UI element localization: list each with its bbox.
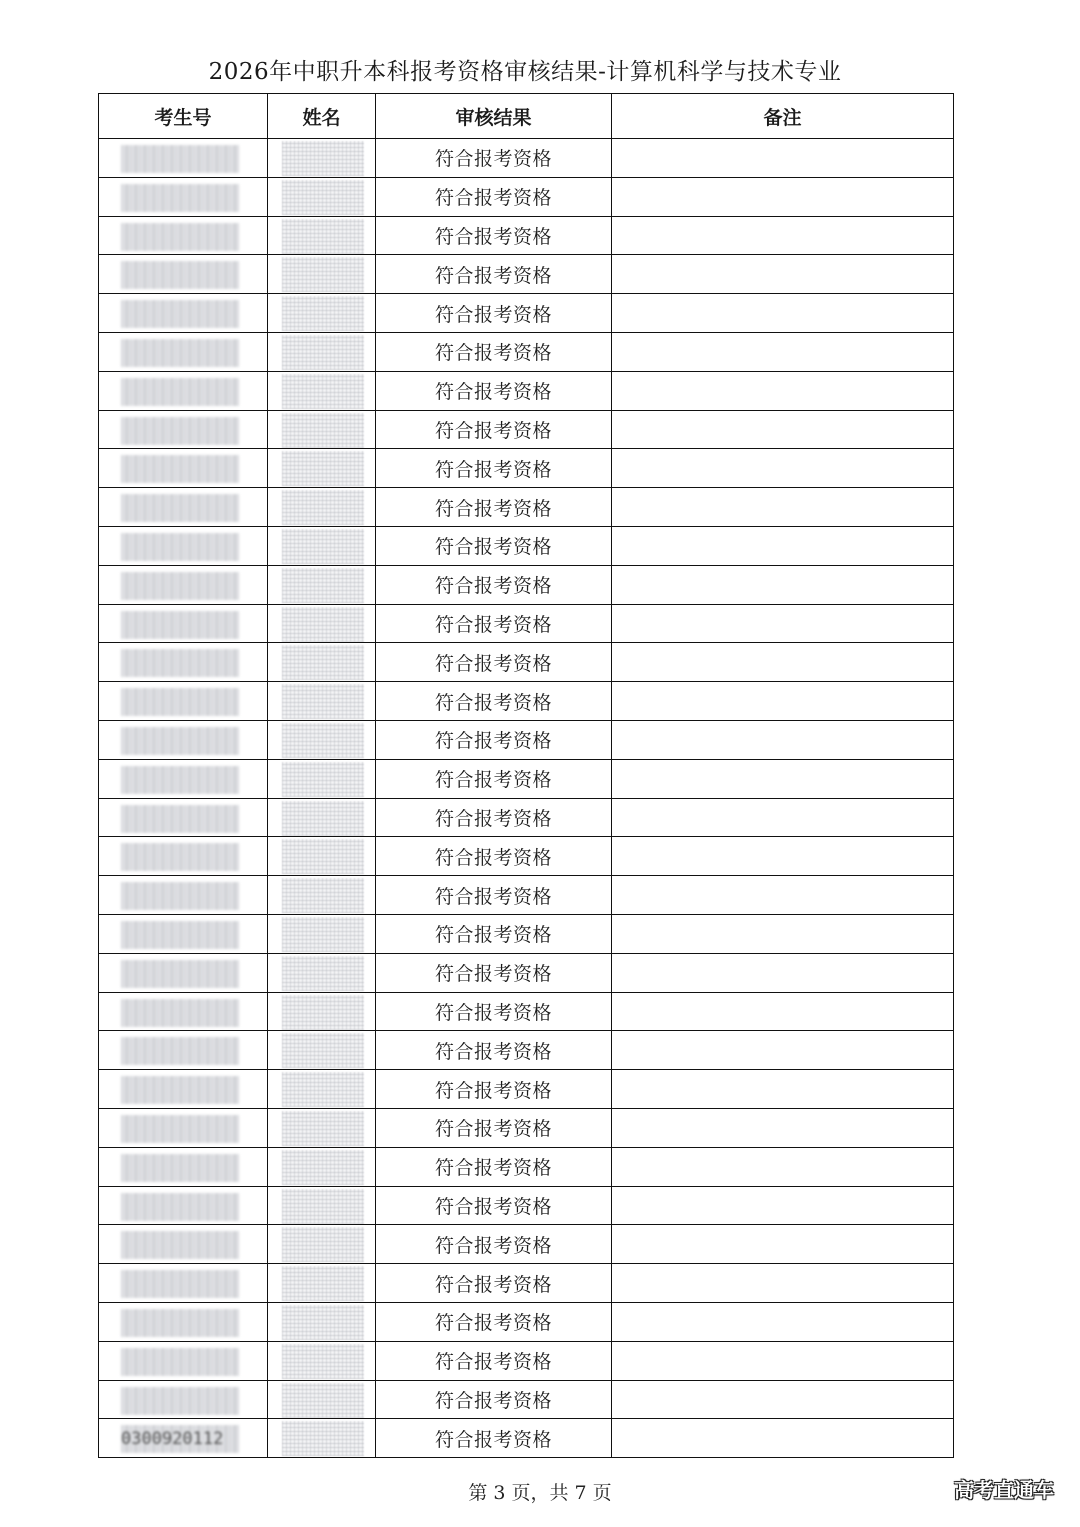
name-redacted bbox=[282, 180, 364, 215]
table-row bbox=[99, 1070, 954, 1109]
name-cell bbox=[268, 1070, 376, 1109]
name-redacted bbox=[282, 801, 364, 836]
result-cell: 符合报考资格 bbox=[376, 294, 612, 333]
remarks-cell bbox=[612, 837, 954, 876]
exam-id-cell bbox=[99, 682, 268, 721]
table-row bbox=[99, 1186, 954, 1225]
table-row bbox=[99, 1264, 954, 1303]
exam-id-cell bbox=[99, 1031, 268, 1070]
name-cell bbox=[268, 682, 376, 721]
remarks-cell bbox=[612, 876, 954, 915]
remarks-cell bbox=[612, 177, 954, 216]
exam-id-cell bbox=[99, 798, 268, 837]
exam-id-cell bbox=[99, 604, 268, 643]
name-cell bbox=[268, 371, 376, 410]
name-cell bbox=[268, 604, 376, 643]
name-cell bbox=[268, 876, 376, 915]
result-cell: 符合报考资格 bbox=[376, 139, 612, 178]
remarks-cell bbox=[612, 410, 954, 449]
exam-id-cell bbox=[99, 255, 268, 294]
header-result: 审核结果 bbox=[376, 94, 612, 139]
results-table bbox=[98, 93, 954, 1458]
exam-id-redacted bbox=[121, 1076, 239, 1104]
exam-id-cell bbox=[99, 1341, 268, 1380]
exam-id-redacted bbox=[121, 1193, 239, 1221]
document-title: 2026年中职升本科报考资格审核结果-计算机科学与技术专业 bbox=[208, 59, 842, 85]
exam-id-cell bbox=[99, 1147, 268, 1186]
exam-id-cell bbox=[99, 992, 268, 1031]
exam-id-cell bbox=[99, 177, 268, 216]
table-row bbox=[99, 837, 954, 876]
remarks-cell bbox=[612, 720, 954, 759]
table-row bbox=[99, 1341, 954, 1380]
exam-id-cell bbox=[99, 565, 268, 604]
remarks-cell bbox=[612, 643, 954, 682]
name-redacted bbox=[282, 1421, 364, 1456]
table-row bbox=[99, 643, 954, 682]
name-cell bbox=[268, 255, 376, 294]
name-cell bbox=[268, 1264, 376, 1303]
name-cell bbox=[268, 1419, 376, 1458]
name-redacted bbox=[282, 684, 364, 719]
table-row bbox=[99, 177, 954, 216]
name-cell bbox=[268, 294, 376, 333]
remarks-cell bbox=[612, 1341, 954, 1380]
exam-id-redacted bbox=[121, 1270, 239, 1298]
table-row bbox=[99, 1302, 954, 1341]
exam-id-redacted bbox=[121, 649, 239, 677]
remarks-cell bbox=[612, 1419, 954, 1458]
remarks-cell bbox=[612, 139, 954, 178]
exam-id-cell bbox=[99, 759, 268, 798]
table-row bbox=[99, 682, 954, 721]
remarks-cell bbox=[612, 216, 954, 255]
watermark-logo: 高考直通车 bbox=[954, 1478, 1054, 1502]
result-cell: 符合报考资格 bbox=[376, 914, 612, 953]
exam-id-redacted bbox=[121, 417, 239, 445]
result-cell: 符合报考资格 bbox=[376, 1070, 612, 1109]
result-cell: 符合报考资格 bbox=[376, 1031, 612, 1070]
name-cell bbox=[268, 449, 376, 488]
table-row bbox=[99, 526, 954, 565]
exam-id-redacted bbox=[121, 727, 239, 755]
name-redacted bbox=[282, 1033, 364, 1068]
name-cell bbox=[268, 1225, 376, 1264]
exam-id-cell bbox=[99, 488, 268, 527]
table-row bbox=[99, 953, 954, 992]
table-row bbox=[99, 876, 954, 915]
exam-id-redacted bbox=[121, 805, 239, 833]
exam-id-redacted bbox=[121, 921, 239, 949]
exam-id-redacted bbox=[121, 145, 239, 173]
remarks-cell bbox=[612, 1302, 954, 1341]
remarks-cell bbox=[612, 604, 954, 643]
exam-id-redacted bbox=[121, 999, 239, 1027]
exam-id-redacted bbox=[121, 261, 239, 289]
result-cell: 符合报考资格 bbox=[376, 992, 612, 1031]
page-number: 第 3 页，共 7 页 bbox=[468, 1482, 612, 1504]
name-cell bbox=[268, 798, 376, 837]
result-cell: 符合报考资格 bbox=[376, 837, 612, 876]
name-redacted bbox=[282, 1227, 364, 1262]
name-redacted bbox=[282, 451, 364, 486]
table-row bbox=[99, 565, 954, 604]
exam-id-cell bbox=[99, 953, 268, 992]
remarks-cell bbox=[612, 294, 954, 333]
remarks-cell bbox=[612, 1070, 954, 1109]
name-redacted bbox=[282, 917, 364, 952]
name-redacted bbox=[282, 529, 364, 564]
exam-id-cell bbox=[99, 837, 268, 876]
name-redacted bbox=[282, 335, 364, 370]
name-redacted bbox=[282, 1266, 364, 1301]
name-cell bbox=[268, 488, 376, 527]
exam-id-redacted bbox=[121, 1115, 239, 1143]
result-cell: 符合报考资格 bbox=[376, 1419, 612, 1458]
exam-id-cell bbox=[99, 720, 268, 759]
remarks-cell bbox=[612, 488, 954, 527]
name-cell bbox=[268, 332, 376, 371]
remarks-cell bbox=[612, 1380, 954, 1419]
exam-id-cell bbox=[99, 1225, 268, 1264]
exam-id-redacted bbox=[121, 960, 239, 988]
remarks-cell bbox=[612, 1225, 954, 1264]
exam-id-redacted bbox=[121, 766, 239, 794]
remarks-cell bbox=[612, 1031, 954, 1070]
name-redacted bbox=[282, 141, 364, 176]
name-cell bbox=[268, 992, 376, 1031]
result-cell: 符合报考资格 bbox=[376, 1108, 612, 1147]
exam-id-redacted bbox=[121, 339, 239, 367]
table-row bbox=[99, 992, 954, 1031]
name-cell bbox=[268, 410, 376, 449]
result-cell: 符合报考资格 bbox=[376, 798, 612, 837]
table-row bbox=[99, 1419, 954, 1458]
exam-id-redacted bbox=[121, 1154, 239, 1182]
remarks-cell bbox=[612, 565, 954, 604]
result-cell: 符合报考资格 bbox=[376, 332, 612, 371]
table-row bbox=[99, 371, 954, 410]
result-cell: 符合报考资格 bbox=[376, 682, 612, 721]
table-row bbox=[99, 332, 954, 371]
name-cell bbox=[268, 565, 376, 604]
result-cell: 符合报考资格 bbox=[376, 177, 612, 216]
result-cell: 符合报考资格 bbox=[376, 449, 612, 488]
exam-id-redacted bbox=[121, 572, 239, 600]
result-cell: 符合报考资格 bbox=[376, 410, 612, 449]
header-remarks: 备注 bbox=[612, 94, 954, 139]
result-cell: 符合报考资格 bbox=[376, 255, 612, 294]
remarks-cell bbox=[612, 449, 954, 488]
result-cell: 符合报考资格 bbox=[376, 1147, 612, 1186]
exam-id-cell bbox=[99, 410, 268, 449]
exam-id-cell bbox=[99, 526, 268, 565]
name-redacted bbox=[282, 1344, 364, 1379]
exam-id-redacted bbox=[121, 1037, 239, 1065]
exam-id-cell bbox=[99, 1108, 268, 1147]
exam-id-cell bbox=[99, 643, 268, 682]
result-cell: 符合报考资格 bbox=[376, 720, 612, 759]
table-row bbox=[99, 1380, 954, 1419]
name-redacted bbox=[282, 1305, 364, 1340]
name-redacted bbox=[282, 607, 364, 642]
name-redacted bbox=[282, 374, 364, 409]
exam-id-redacted bbox=[121, 843, 239, 871]
exam-id-redacted bbox=[121, 223, 239, 251]
exam-id-cell bbox=[99, 216, 268, 255]
exam-id-redacted bbox=[121, 533, 239, 561]
name-cell bbox=[268, 1031, 376, 1070]
result-cell: 符合报考资格 bbox=[376, 1225, 612, 1264]
header-exam-id: 考生号 bbox=[99, 94, 268, 139]
remarks-cell bbox=[612, 682, 954, 721]
exam-id-cell bbox=[99, 294, 268, 333]
name-redacted bbox=[282, 878, 364, 913]
name-cell bbox=[268, 914, 376, 953]
name-cell bbox=[268, 1186, 376, 1225]
exam-id-redacted bbox=[121, 688, 239, 716]
result-cell: 符合报考资格 bbox=[376, 1380, 612, 1419]
exam-id-cell bbox=[99, 371, 268, 410]
exam-id-cell bbox=[99, 139, 268, 178]
remarks-cell bbox=[612, 798, 954, 837]
name-cell bbox=[268, 1380, 376, 1419]
remarks-cell bbox=[612, 759, 954, 798]
exam-id-cell bbox=[99, 914, 268, 953]
exam-id-redacted bbox=[121, 1309, 239, 1337]
name-redacted bbox=[282, 645, 364, 680]
name-cell bbox=[268, 1108, 376, 1147]
result-cell: 符合报考资格 bbox=[376, 1341, 612, 1380]
table-body bbox=[99, 139, 954, 1458]
table-row bbox=[99, 294, 954, 333]
name-redacted bbox=[282, 1072, 364, 1107]
exam-id-cell bbox=[99, 1264, 268, 1303]
exam-id-redacted bbox=[121, 1387, 239, 1415]
result-cell: 符合报考资格 bbox=[376, 565, 612, 604]
result-cell: 符合报考资格 bbox=[376, 643, 612, 682]
name-cell bbox=[268, 953, 376, 992]
exam-id-redacted bbox=[121, 455, 239, 483]
name-cell bbox=[268, 1302, 376, 1341]
name-redacted bbox=[282, 723, 364, 758]
exam-id-redacted bbox=[121, 378, 239, 406]
name-cell bbox=[268, 216, 376, 255]
exam-id-redacted bbox=[121, 494, 239, 522]
name-cell bbox=[268, 837, 376, 876]
result-cell: 符合报考资格 bbox=[376, 371, 612, 410]
name-redacted bbox=[282, 413, 364, 448]
remarks-cell bbox=[612, 953, 954, 992]
table-row bbox=[99, 488, 954, 527]
name-redacted bbox=[282, 1189, 364, 1224]
name-redacted bbox=[282, 296, 364, 331]
name-cell bbox=[268, 139, 376, 178]
remarks-cell bbox=[612, 1264, 954, 1303]
exam-id-redacted bbox=[121, 882, 239, 910]
name-redacted bbox=[282, 257, 364, 292]
remarks-cell bbox=[612, 526, 954, 565]
name-cell bbox=[268, 1147, 376, 1186]
exam-id-cell bbox=[99, 332, 268, 371]
name-redacted bbox=[282, 839, 364, 874]
remarks-cell bbox=[612, 992, 954, 1031]
exam-id-cell bbox=[99, 1419, 268, 1458]
table-row bbox=[99, 216, 954, 255]
name-cell bbox=[268, 643, 376, 682]
remarks-cell bbox=[612, 1147, 954, 1186]
name-redacted bbox=[282, 1383, 364, 1418]
name-redacted bbox=[282, 219, 364, 254]
exam-id-redacted bbox=[121, 184, 239, 212]
name-cell bbox=[268, 1341, 376, 1380]
result-cell: 符合报考资格 bbox=[376, 526, 612, 565]
table-row bbox=[99, 1031, 954, 1070]
result-cell: 符合报考资格 bbox=[376, 759, 612, 798]
remarks-cell bbox=[612, 1186, 954, 1225]
name-redacted bbox=[282, 1150, 364, 1185]
remarks-cell bbox=[612, 255, 954, 294]
table-row bbox=[99, 139, 954, 178]
result-cell: 符合报考资格 bbox=[376, 953, 612, 992]
name-cell bbox=[268, 720, 376, 759]
table-row bbox=[99, 759, 954, 798]
exam-id-cell bbox=[99, 1302, 268, 1341]
exam-id-redacted bbox=[121, 611, 239, 639]
table-row bbox=[99, 410, 954, 449]
result-cell: 符合报考资格 bbox=[376, 1264, 612, 1303]
table-row bbox=[99, 720, 954, 759]
remarks-cell bbox=[612, 914, 954, 953]
table-row bbox=[99, 604, 954, 643]
exam-id-cell bbox=[99, 876, 268, 915]
result-cell: 符合报考资格 bbox=[376, 488, 612, 527]
remarks-cell bbox=[612, 371, 954, 410]
exam-id-cell bbox=[99, 1380, 268, 1419]
table-row bbox=[99, 1108, 954, 1147]
result-cell: 符合报考资格 bbox=[376, 216, 612, 255]
result-cell: 符合报考资格 bbox=[376, 1186, 612, 1225]
exam-id-cell bbox=[99, 1070, 268, 1109]
result-cell: 符合报考资格 bbox=[376, 1302, 612, 1341]
table-row bbox=[99, 255, 954, 294]
name-redacted bbox=[282, 956, 364, 991]
table-header-row bbox=[99, 94, 954, 139]
table-row bbox=[99, 798, 954, 837]
result-cell: 符合报考资格 bbox=[376, 604, 612, 643]
remarks-cell bbox=[612, 332, 954, 371]
exam-id-redacted bbox=[121, 1231, 239, 1259]
exam-id-cell bbox=[99, 449, 268, 488]
table-row bbox=[99, 1225, 954, 1264]
header-name: 姓名 bbox=[268, 94, 376, 139]
exam-id-redacted bbox=[121, 1348, 239, 1376]
exam-id-cell bbox=[99, 1186, 268, 1225]
exam-id-redacted: 0300920112 bbox=[121, 1425, 239, 1453]
name-cell bbox=[268, 759, 376, 798]
name-cell bbox=[268, 177, 376, 216]
name-redacted bbox=[282, 995, 364, 1030]
name-redacted bbox=[282, 1111, 364, 1146]
exam-id-redacted bbox=[121, 300, 239, 328]
remarks-cell bbox=[612, 1108, 954, 1147]
name-cell bbox=[268, 526, 376, 565]
table-row bbox=[99, 449, 954, 488]
table-row bbox=[99, 914, 954, 953]
name-redacted bbox=[282, 490, 364, 525]
name-redacted bbox=[282, 762, 364, 797]
result-cell: 符合报考资格 bbox=[376, 876, 612, 915]
table-row bbox=[99, 1147, 954, 1186]
name-redacted bbox=[282, 568, 364, 603]
